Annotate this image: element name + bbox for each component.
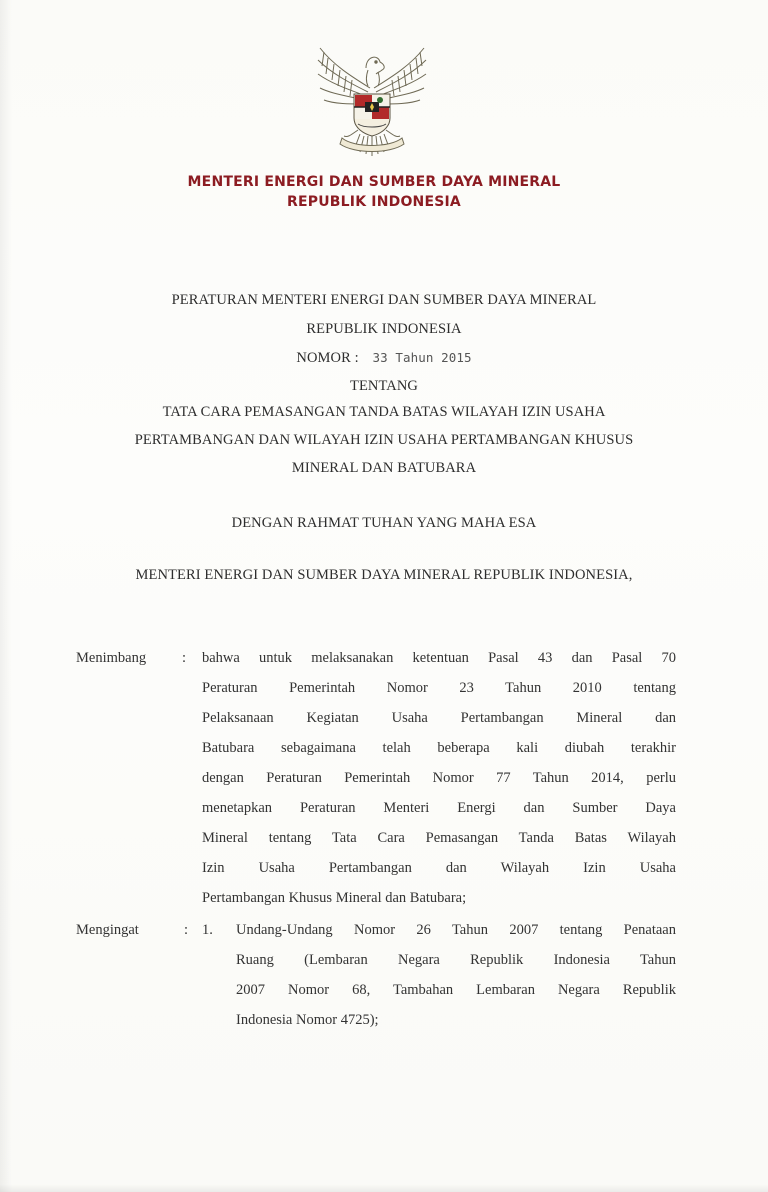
tentang-heading: TENTANG — [350, 378, 418, 394]
menimbang-line: bahwa untuk melaksanakan ketentuan Pasal 43 dan Pasal 70 — [202, 650, 676, 666]
subject-line-3: MINERAL DAN BATUBARA — [291, 460, 477, 476]
regulation-title-line-2: REPUBLIK INDONESIA — [306, 321, 462, 337]
mengingat-line: Indonesia Nomor 4725); — [236, 1012, 379, 1028]
menimbang-line: Batubara sebagaimana telah beberapa kali diubah terakhir — [202, 740, 676, 756]
menimbang-line: Pelaksanaan Kegiatan Usaha Pertambangan Mineral dan — [202, 710, 676, 726]
menimbang-paragraph — [202, 643, 676, 913]
blessing-line: DENGAN RAHMAT TUHAN YANG MAHA ESA — [231, 515, 537, 531]
ministry-header-line-1: MENTERI ENERGI DAN SUMBER DAYA MINERAL — [187, 174, 561, 190]
menimbang-label: Menimbang — [76, 650, 147, 666]
menimbang-line: Mineral tentang Tata Cara Pemasangan Tanda Batas Wilayah — [202, 830, 676, 846]
menimbang-line: Pertambangan Khusus Mineral dan Batubara; — [202, 890, 467, 906]
mengingat-line: 2007 Nomor 68, Tambahan Lembaran Negara Republik — [236, 982, 676, 998]
menimbang-line: dengan Peraturan Pemerintah Nomor 77 Tahun 2014, perlu — [202, 770, 676, 786]
mengingat-item-number: 1. — [202, 922, 213, 938]
regulation-title-line-1: PERATURAN MENTERI ENERGI DAN SUMBER DAYA MINERAL — [171, 292, 597, 308]
scan-edge-shadow — [0, 0, 12, 1192]
mengingat-line: Ruang (Lembaran Negara Republik Indonesia Tahun — [236, 952, 676, 968]
issuer-line: MENTERI ENERGI DAN SUMBER DAYA MINERAL REPUBLIK INDONESIA, — [135, 567, 633, 583]
menimbang-line: menetapkan Peraturan Menteri Energi dan Sumber Daya — [202, 800, 676, 816]
regulation-number — [0, 350, 768, 367]
mengingat-item-paragraph — [236, 915, 676, 1035]
mengingat-label: Mengingat — [76, 922, 139, 938]
menimbang-colon: : — [182, 650, 187, 666]
garuda-emblem-icon — [314, 38, 430, 162]
subject-line-1: TATA CARA PEMASANGAN TANDA BATAS WILAYAH IZIN USAHA — [162, 404, 606, 420]
ministry-header-line-2: REPUBLIK INDONESIA — [287, 194, 461, 210]
scan-bottom-shadow — [0, 1184, 768, 1192]
mengingat-colon: : — [184, 922, 189, 938]
menimbang-line: Izin Usaha Pertambangan dan Wilayah Izin Usaha — [202, 860, 676, 876]
subject-line-2: PERTAMBANGAN DAN WILAYAH IZIN USAHA PERTAMBANGAN KHUSUS — [134, 432, 634, 448]
mengingat-line: Undang-Undang Nomor 26 Tahun 2007 tentang Penataan — [236, 922, 676, 938]
nomor-label: NOMOR : — [296, 350, 359, 366]
menimbang-line: Peraturan Pemerintah Nomor 23 Tahun 2010 tentang — [202, 680, 676, 696]
nomor-value: 33 Tahun 2015 — [372, 350, 472, 365]
